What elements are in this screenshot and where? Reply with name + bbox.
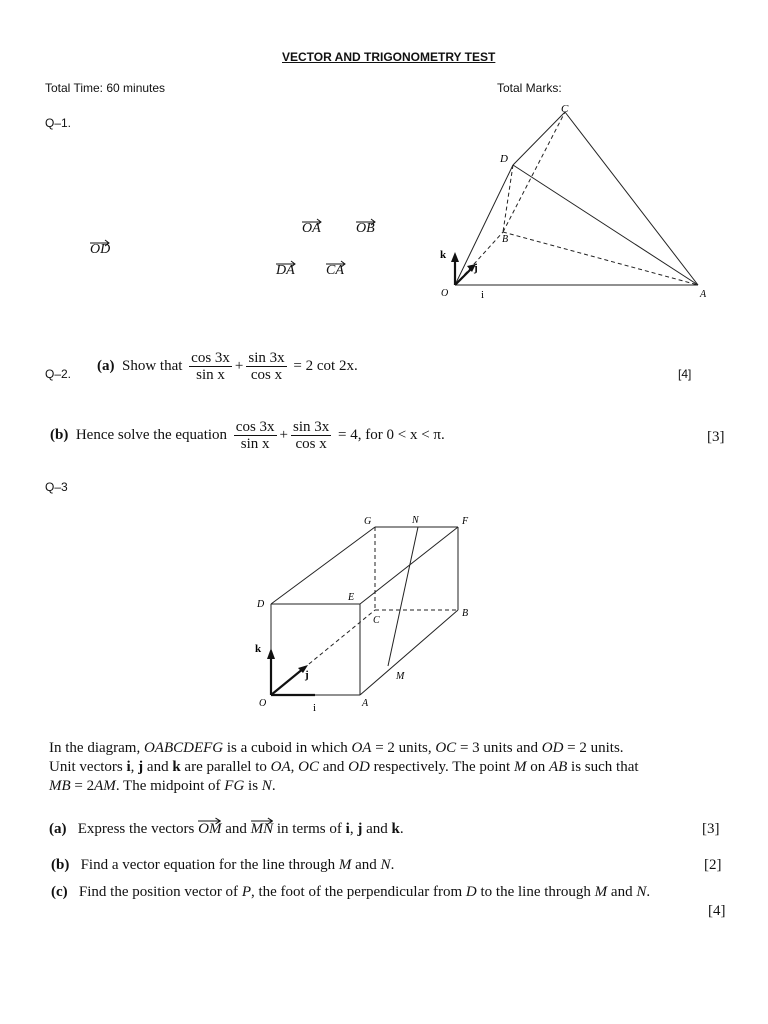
vector-arrow-icon <box>326 260 346 268</box>
label-k: k <box>440 249 447 261</box>
q3-intro <box>49 739 739 796</box>
q3-part-c: (c) Find the position vector of P, the foot of the perpendicular from D to the line through M and N. <box>51 884 651 900</box>
vector-arrow-icon <box>251 817 274 825</box>
q3b-marks: [2] <box>704 857 722 873</box>
label-a: A <box>362 698 369 709</box>
q3-label: Q–3 <box>45 480 68 494</box>
vector-od: OD <box>90 242 110 258</box>
label-j: j <box>474 262 478 274</box>
label-b: B <box>462 608 469 619</box>
vector-arrow-icon <box>356 218 376 226</box>
label-c: C <box>561 103 569 115</box>
vector-arrow-icon <box>90 239 110 247</box>
label-j: j <box>305 669 309 681</box>
total-time: Total Time: 60 minutes <box>45 81 166 95</box>
label-f: F <box>462 516 469 527</box>
q3-intro-line-3: MB = 2AM. The midpoint of FG is N. <box>49 778 276 794</box>
label-m: M <box>396 671 405 682</box>
label-c: C <box>373 615 380 626</box>
label-o: O <box>259 698 267 709</box>
q2-part-b: (b) Hence solve the equation $\frac{\cos 3x}{\text{sin x}}$ + $\frac{\sin 3x}{\text{cos x}}$ = 4, for 0 < x < π. <box>50 419 445 452</box>
label-b: B <box>502 234 509 245</box>
label-i: i <box>481 289 485 301</box>
q3-part-b: (b) Find a vector equation for the line through M and N. <box>51 857 395 873</box>
vector-mn: MN <box>251 821 274 838</box>
label-o: O <box>441 288 449 299</box>
label-d: D <box>500 153 508 165</box>
vector-arrow-icon <box>276 260 296 268</box>
q2-label: Q–2. <box>45 367 72 381</box>
label-d: D <box>257 599 265 610</box>
vector-arrow-icon <box>198 817 221 825</box>
vector-ca: CA <box>326 263 344 279</box>
q3-intro-line-1: In the diagram, OABCDEFG is a cuboid in which OA = 2 units, OC = 3 units and OD = 2 units. <box>49 740 624 756</box>
vector-da: DA <box>276 263 295 279</box>
vector-arrow-icon <box>302 218 322 226</box>
fraction: $\frac{\cos 3x}{\text{sin x}}$ <box>191 350 230 383</box>
q2b-marks: [3] <box>707 429 725 445</box>
label-i: i <box>313 702 317 714</box>
fraction: $\frac{\cos 3x}{\text{sin x}}$ <box>235 419 275 452</box>
label-g: G <box>364 516 372 527</box>
q3a-marks: [3] <box>702 821 720 837</box>
q2a-marks: [4] <box>678 367 692 381</box>
fraction: $\frac{\sin 3x}{\text{cos x}}$ <box>248 350 285 383</box>
label-n: N <box>412 515 419 526</box>
fraction: $\frac{\sin 3x}{\text{cos x}}$ <box>293 419 330 452</box>
label-e: E <box>348 592 355 603</box>
total-marks: Total Marks: <box>497 81 562 95</box>
vector-oa: OA <box>302 221 321 237</box>
vector-om: OM <box>198 821 221 838</box>
q3-part-a: (a) Express the vectors OM and MN in terms of i, j and k. <box>49 821 404 838</box>
q3-intro-line-2: Unit vectors i, j and k are parallel to OA, OC and OD respectively. The point M on AB is such that <box>49 759 639 775</box>
label-a: A <box>700 289 707 300</box>
vector-ob: OB <box>356 221 375 237</box>
q3-cuboid-diagram <box>250 510 480 715</box>
label-k: k <box>255 643 262 655</box>
page-title: VECTOR AND TRIGONOMETRY TEST <box>282 50 496 64</box>
q3c-marks: [4] <box>708 903 726 919</box>
q1-label: Q–1. <box>45 116 72 130</box>
q1-pyramid-diagram <box>420 98 720 308</box>
q2-part-a: (a) Show that $\frac{\cos 3x}{\text{sin x}}$ + $\frac{\sin 3x}{\text{cos x}}$ = 2 cot 2x. <box>97 350 358 383</box>
